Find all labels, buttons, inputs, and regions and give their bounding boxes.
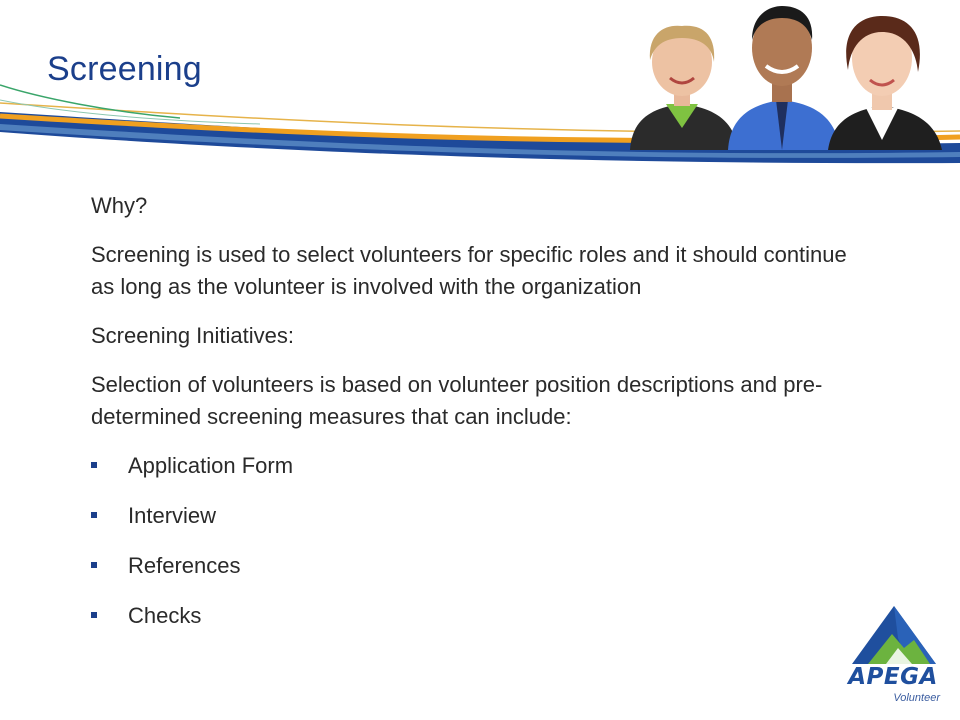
screening-measures-list (91, 450, 851, 632)
selection-description: Selection of volunteers is based on volunteer position descriptions and pre- determined screening measures that can include: (91, 372, 823, 429)
logo-text: APEGA (848, 664, 938, 690)
list-item (91, 550, 851, 582)
list-item-label: Interview (128, 503, 217, 528)
list-item-label: References (128, 553, 241, 578)
person-right (828, 16, 942, 150)
slide-title: Screening (47, 50, 202, 88)
list-item-label: Checks (128, 603, 202, 628)
bullet-square-icon (91, 562, 97, 568)
slide-content (91, 190, 851, 650)
person-left (630, 26, 738, 150)
list-item (91, 500, 851, 532)
people-photo (620, 0, 960, 150)
list-item (91, 600, 851, 632)
apega-logo (842, 604, 944, 712)
mountain-icon (842, 604, 944, 666)
screening-description: Screening is used to select volunteers for specific roles and it should continue as long as the volunteer is involved with the organization (91, 242, 847, 299)
list-item (91, 450, 851, 482)
person-center (728, 6, 840, 150)
bullet-square-icon (91, 512, 97, 518)
why-heading: Why? (91, 193, 148, 218)
bullet-square-icon (91, 462, 97, 468)
bullet-square-icon (91, 612, 97, 618)
list-item-label: Application Form (128, 453, 294, 478)
initiatives-heading: Screening Initiatives: (91, 323, 294, 348)
logo-subtext: Volunteer (893, 692, 940, 704)
